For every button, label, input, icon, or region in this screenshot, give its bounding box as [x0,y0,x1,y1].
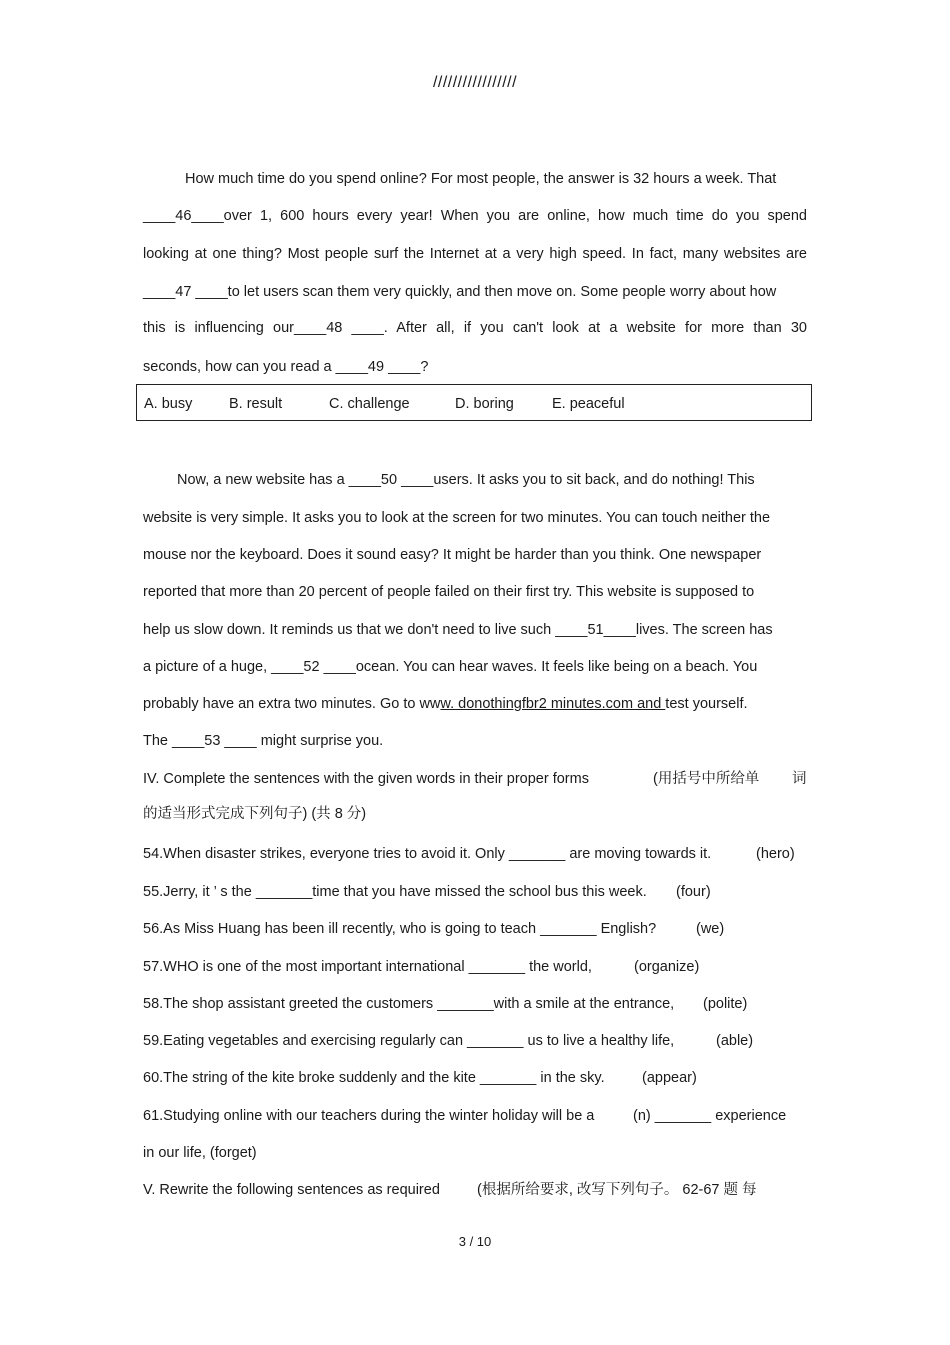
passage2-line-3: mouse nor the keyboard. Does it sound easy? It might be harder than you think. One newspaper [143,547,762,563]
passage2-line-7-start: probably have an extra two minutes. Go to ww [143,696,441,712]
passage1-line-2: ____46____over 1, 600 hours every year! When you are online, how much time do you spend [143,208,807,224]
passage1-line-5: this is influencing our____48 ____. After all, if you can't look at a website for more than 30 [143,320,807,336]
passage2-line-7 [143,694,807,714]
passage2-line-5: help us slow down. It reminds us that we don't need to live such ____51____lives. The screen has [143,622,773,638]
passage1-line-1: How much time do you spend online? For most people, the answer is 32 hours a week. That [185,171,777,187]
section5-title-cn: (根据所给要求, 改写下列句子。 62-67 题 每 [477,1182,757,1198]
option-d: D. boring [455,396,514,412]
question-58: 58.The shop assistant greeted the customers _______with a smile at the entrance, [143,996,675,1012]
passage1-line-6: seconds, how can you read a ____49 ____? [143,359,429,375]
question-61-line-2: in our life, (forget) [143,1145,257,1161]
option-b: B. result [229,396,283,412]
option-a: A. busy [144,396,193,412]
hint-57: (organize) [634,959,700,975]
passage2-line-7-end: test yourself. [665,696,748,712]
section4-title-cn-end: 词 [792,771,807,787]
hint-59: (able) [716,1033,754,1049]
hint-58: (polite) [703,996,748,1012]
question-56: 56.As Miss Huang has been ill recently, who is going to teach _______ English? [143,921,657,937]
website-link[interactable]: w. donothingfbr2 minutes.com and [440,696,666,712]
passage1-line-3: looking at one thing? Most people surf the Internet at a very high speed. In fact, many websites are [143,246,807,262]
section4-title: IV. Complete the sentences with the given words in their proper forms [143,771,589,787]
section5-title: V. Rewrite the following sentences as required [143,1182,440,1198]
section4-subtitle: 的适当形式完成下列句子) (共 8 分) [143,806,367,822]
passage2-line-2: website is very simple. It asks you to look at the screen for two minutes. You can touch neither the [143,510,771,526]
question-61: 61.Studying online with our teachers during the winter holiday will be a [143,1108,595,1124]
section4-title-cn: (用括号中所给单 [653,771,760,787]
page-number: 3 / 10 [458,1234,492,1249]
passage1-line-4: ____47 ____to let users scan them very quickly, and then move on. Some people worry about how [143,284,777,300]
passage2-line-8: The ____53 ____ might surprise you. [143,733,384,749]
question-59: 59.Eating vegetables and exercising regularly can _______ us to live a healthy life, [143,1033,675,1049]
passage2-line-4: reported that more than 20 percent of people failed on their first try. This website is supposed to [143,584,755,600]
hint-54: (hero) [756,846,795,862]
passage2-line-6: a picture of a huge, ____52 ____ocean. You can hear waves. It feels like being on a beach. You [143,659,758,675]
question-55: 55.Jerry, it ’ s the _______time that you have missed the school bus this week. [143,884,647,900]
page-header: ///////////////// [432,74,518,91]
hint-56: (we) [696,921,725,937]
option-e: E. peaceful [552,396,625,412]
hint-60: (appear) [642,1070,697,1086]
question-61-right: (n) _______ experience [633,1108,787,1124]
hint-55: (four) [676,884,711,900]
question-60: 60.The string of the kite broke suddenly and the kite _______ in the sky. [143,1070,605,1086]
question-57: 57.WHO is one of the most important international _______ the world, [143,959,592,975]
word-options-box [136,384,812,421]
question-54: 54.When disaster strikes, everyone tries to avoid it. Only _______ are moving towards it. [143,846,712,862]
passage2-line-1: Now, a new website has a ____50 ____users. It asks you to sit back, and do nothing! This [177,472,755,488]
option-c: C. challenge [329,396,410,412]
